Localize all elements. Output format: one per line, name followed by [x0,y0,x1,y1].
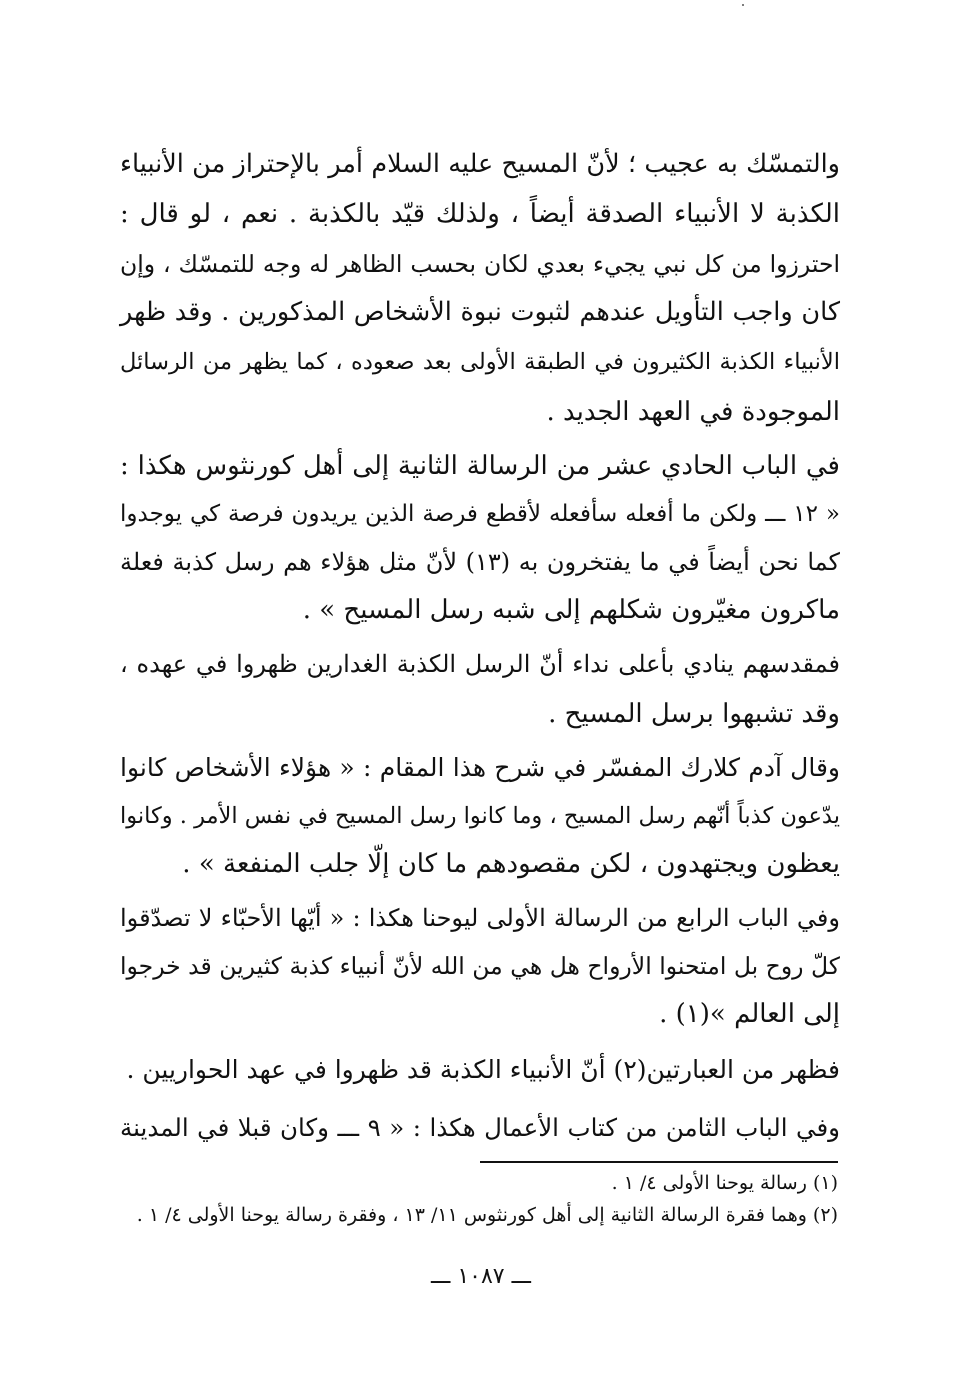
body-text-line: احترزوا من كل نبي يجيء بعدي لكان بحسب الظاهر له وجه للتمسّك ، وإن [120,250,840,278]
body-text-line: فمقدسهم ينادي بأعلى نداء أنّ الرسل الكذبة الغدارين ظهروا في عهده ، [120,650,840,678]
body-text-line: يدّعون كذباً أنّهم رسل المسيح ، وما كانوا رسل المسيح في نفس الأمر . وكانوا [120,803,840,829]
footnote-separator [480,1161,838,1163]
body-text-line: وفي الباب الثامن من كتاب الأعمال هكذا : « ٩ ـــ وكان قبلا في المدينة [120,1113,840,1142]
body-text-line: وفي الباب الرابع من الرسالة الأولى ليوحنا هكذا : « أيّها الأحبّاء لا تصدّقوا [120,904,840,932]
body-text-line: والتمسّك به عجيب ؛ لأنّ المسيح عليه السلام أمر بالإحتراز من الأنبياء [120,149,840,179]
body-text-line: الكذبة لا الأنبياء الصدقة أيضاً ، ولذلك قيّد بالكذبة . نعم ، لو قال : [120,199,840,229]
body-text-line: يعظون ويجتهدون ، لكن مقصودهم ما كان إلّا جلب المنفعة » . [182,849,840,879]
footnote-1: (١) رسالة يوحنا الأولى ٤/ ١ . [611,1172,838,1194]
body-text-line: كلّ روح بل امتحنوا الأرواح هل هي من الله لأنّ أنبياء كذبة كثيرين قد خرجوا [120,952,840,980]
body-text-line: « ١٢ ـــ ولكن ما أفعله سأفعله لأقطع فرصة الذين يريدون فرصة كي يوجدوا [120,501,840,527]
body-text-line: كما نحن أيضاً في ما يفتخرون به (١٣) لأنّ مثل هؤلاء هم رسل كذبة فعلة [120,548,840,576]
body-text-line: الأنبياء الكذبة الكثيرون في الطبقة الأولى بعد صعوده ، كما يظهر من الرسائل [120,349,840,375]
scan-speck [742,4,744,6]
body-text-line: الموجودة في العهد الجديد . [546,397,840,427]
body-text-line: إلى العالم »(١) . [659,999,840,1029]
body-text-line: ماكرون مغيّرون شكلهم إلى شبه رسل المسيح » . [302,595,840,625]
footnote-2: (٢) وهما فقرة الرسالة الثانية إلى أهل كورنثوس ١١/ ١٣ ، وفقرة رسالة يوحنا الأولى ٤/ ١ . [136,1204,838,1226]
body-text-line: كان واجب التأويل عندهم لثبوت نبوة الأشخاص المذكورين . وقد ظهر [120,297,840,327]
page-number: ـــ ١٠٨٧ ـــ [431,1264,531,1289]
body-text-line: فظهر من العبارتين(٢) أنّ الأنبياء الكذبة قد ظهروا في عهد الحواريين . [126,1055,840,1084]
body-text-line: في الباب الحادي عشر من الرسالة الثانية إلى أهل كورنثوس هكذا : [120,451,840,481]
body-text-line: وقال آدم كلارك المفسّر في شرح هذا المقام : « هؤلاء الأشخاص كانوا [120,753,840,782]
body-text-line: وقد تشبهوا برسل المسيح . [548,699,840,729]
